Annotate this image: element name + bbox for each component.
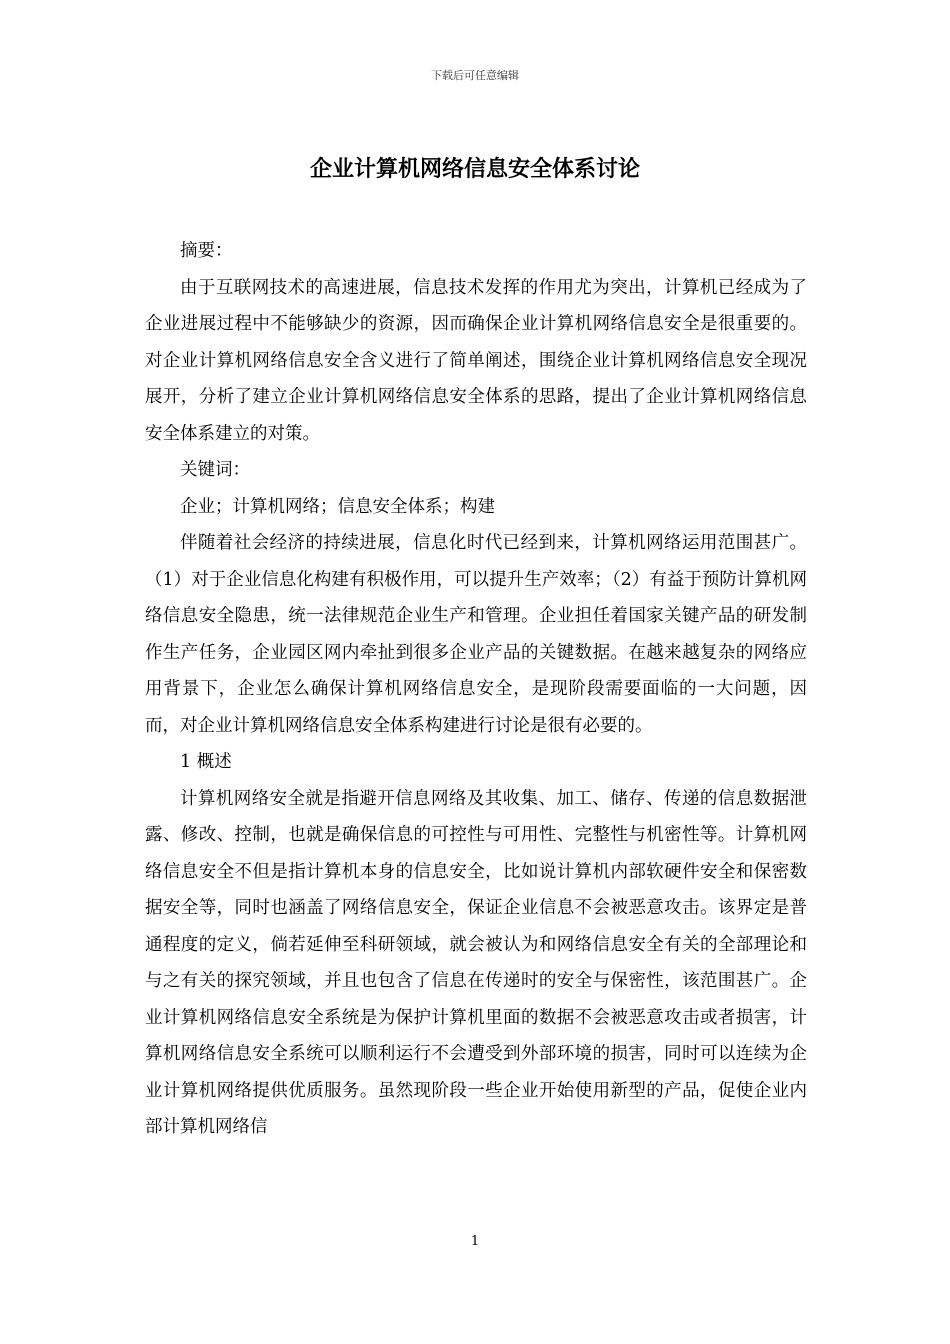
document-title: 企业计算机网络信息安全体系讨论 [309,157,640,182]
overview-paragraph: 计算机网络安全就是指避开信息网络及其收集、加工、储存、传递的信息数据泄露、修改、控制，也就是确保信息的可控性与可用性、完整性与机密性等。计算机网络信息安全不但是指计算机本身的信息安全，比如说计算机内部软硬件安全和保密数据安全等，同时也涵盖了网络信息安全，保证企业信息不会被恶意攻击。该界定是普通程度的定义，倘若延伸至科研领域，就会被认为和网络信息安全有关的全部理论和与之有关的探究领域，并且也包含了信息在传递时的安全与保密性，该范围甚广。企业计算机网络信息安全系统是为保护计算机里面的数据不会被恶意攻击或者损害，计算机网络信息安全系统可以顺利运行不会遭受到外部环境的损害，同时可以连续为企业计算机网络提供优质服务。虽然现阶段一些企业开始使用新型的产品，促使企业内部计算机网络信 [145,788,807,1137]
document-body [145,233,807,1146]
keywords-heading: 关键词： [180,460,250,480]
keywords-list: 企业；计算机网络；信息安全体系；构建 [180,496,495,517]
intro-paragraph: 伴随着社会经济的持续进展，信息化时代已经到来，计算机网络运用范围甚广。（1）对于企业信息化构建有积极作用，可以提升生产效率；（2）有益于预防计算机网络信息安全隐患，统一法律规范企业生产和管理。企业担任着国家关键产品的研发制作生产任务，企业园区网内牵扯到很多企业产品的关键数据。在越来越复杂的网络应用背景下，企业怎么确保计算机网络信息安全，是现阶段需要面临的一大问题，因而，对企业计算机网络信息安全体系构建进行讨论是很有必要的。 [145,533,807,736]
abstract-paragraph: 由于互联网技术的高速进展，信息技术发挥的作用尤为突出，计算机已经成为了企业进展过程中不能够缺少的资源，因而确保企业计算机网络信息安全是很重要的。对企业计算机网络信息安全含义进行了简单阐述，围绕企业计算机网络信息安全现况展开，分析了建立企业计算机网络信息安全体系的思路，提出了企业计算机网络信息安全体系建立的对策。 [145,277,807,444]
section-heading-overview: 1 概述 [180,752,232,772]
header-note: 下载后可任意编辑 [431,69,519,82]
page-number: 1 [470,1234,480,1249]
abstract-heading: 摘要： [180,241,233,261]
